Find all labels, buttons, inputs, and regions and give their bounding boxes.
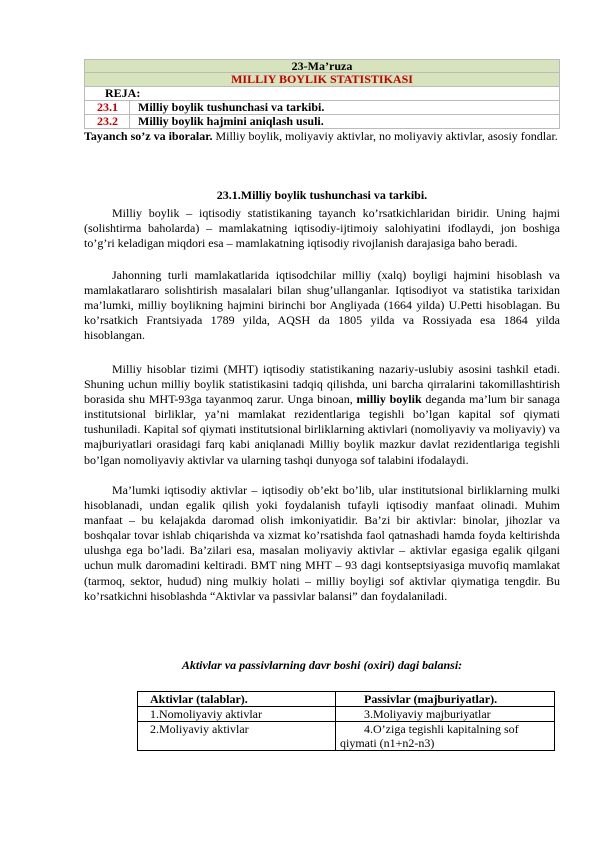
balance-title: Aktivlar va passivlarning davr boshi (oxiri) dagi balansi:: [181, 658, 463, 672]
plan-item: [84, 101, 560, 115]
balance-table: [137, 691, 555, 751]
keywords-text: Milliy boylik, moliyaviy aktivlar, no moliyaviy aktivlar, asosiy fondlar.: [212, 129, 558, 143]
table-row: [138, 722, 555, 751]
plan-label: REJA:: [84, 87, 560, 101]
table-cell: 3.Moliyaviy majburiyatlar: [336, 707, 555, 722]
table-row: [138, 692, 555, 707]
table-row: [138, 707, 555, 722]
col2-header: Passivlar (majburiyatlar).: [336, 692, 555, 707]
keywords-paragraph: [84, 129, 560, 144]
plan-item-number: 23.2: [85, 115, 130, 128]
section-heading: 23.1.Milliy boylik tushunchasi va tarkibi.: [216, 188, 428, 202]
table-cell: 2.Moliyaviy aktivlar: [138, 722, 336, 751]
lecture-number: 23-Ma’ruza: [84, 59, 560, 73]
document-title: MILLIY BOYLIK STATISTIKASI: [84, 73, 560, 87]
paragraph-3-text: deganda ma’lum bir sanaga institutsional birliklar, ya’ni mamlakat rezidentlariga tegishli bo’lgan kapital sof qiymati tushuniladi. Kapital sof qiymati institutsional birliklarning aktivlari (nomoliyaviy va moliyaviy) va majburiyatlari orasidagi farq kabi aniqlanadi Milliy boylik mazkur davlat rezidentlariga tegishli bo’lgan nomoliyaviy aktivlar va ularning tashqi dunyoga sof talabini ifodalaydi.: [84, 392, 560, 467]
plan-item: [84, 115, 560, 129]
plan-item-text: Milliy boylik hajmini aniqlash usuli.: [138, 114, 324, 128]
table-cell: 4.O’ziga tegishli kapitalning sof qiymati (n1+n2-n3): [336, 722, 555, 751]
paragraph-3-text: Milliy hisoblar tizimi (MHT) iqtisodiy statistikaning nazariy-uslubiy asosini tashkil etadi. Shuning uchun milliy boylik statistikasini tadqiq qilishda, uni barcha qirralarini takomillashtirish borasida shu MHT-93ga tayanmoq zarur. Unga binoan,: [84, 362, 560, 407]
paragraph-4: Ma’lumki iqtisodiy aktivlar – iqtisodiy ob’ekt bo’lib, ular institutsional birliklarning mulki hisoblanadi, undan egalik qilish yoki foydalanish tufayli iqtisodiy manfaat olinadi. Muhim manfaat – bu kelajakda daromad olish imkoniyatidir. Ba’zi bir aktivlar: binolar, jihozlar va boshqalar tovar ishlab chiqarishda va xizmat ko’rsatishda faol qatnashadi hamda foyda keltirishda ulushga ega bo’ladi. Ba’zilari esa, masalan moliyaviy aktivlar – aktivlar egasiga egalik qilgani uchun mulk daromadini keltiradi. BMT ning MHT – 93 dagi kontseptsiyasiga muvofiq mamlakat (tarmoq, sektor, hudud) ning mulkiy holati – milliy boyligi sof aktivlar qiymatiga tengdir. Bu ko’rsatkichni hisoblashda “Aktivlar va passivlar balansi” dan foydalaniladi.: [84, 483, 560, 603]
keywords-label: Tayanch so’z va iboralar.: [84, 129, 213, 143]
plan-item-number: 23.1: [85, 101, 130, 114]
plan-item-text: Milliy boylik tushunchasi va tarkibi.: [138, 100, 325, 114]
paragraph-2: Jahonning turli mamlakatlarida iqtisodchilar milliy (xalq) boyligi hajmini hisoblash va mamlakatlararo solishtirish masalalari bilan shug’ullanganlar. Iqtisodiyot va statistika tarixidan ma’lumki, milliy boylikning hajmini birinchi bor Angliyada (1664 yilda) U.Petti hisoblagan. Bu ko’rsatkich Frantsiyada 1789 yilda, AQSH da 1805 yilda va Rossiyada esa 1864 yilda hisoblangan.: [84, 268, 560, 343]
table-cell: 1.Nomoliyaviy aktivlar: [138, 707, 336, 722]
paragraph-3: [84, 362, 560, 468]
col1-header: Aktivlar (talablar).: [138, 692, 336, 707]
paragraph-1: Milliy boylik – iqtisodiy statistikaning tayanch ko’rsatkichlaridan biridir. Uning hajmi (solishtirma baholarda) – mamlakatning iqtisodiy-ijtimoiy salohiyatini ifodlaydi, jon boshiga to’g’ri keladigan miqdori esa – mamlakatning iqtisodiy rivojlanish darajasiga baho beradi.: [84, 206, 560, 251]
term-milliy-boylik: milliy boylik: [356, 392, 422, 407]
